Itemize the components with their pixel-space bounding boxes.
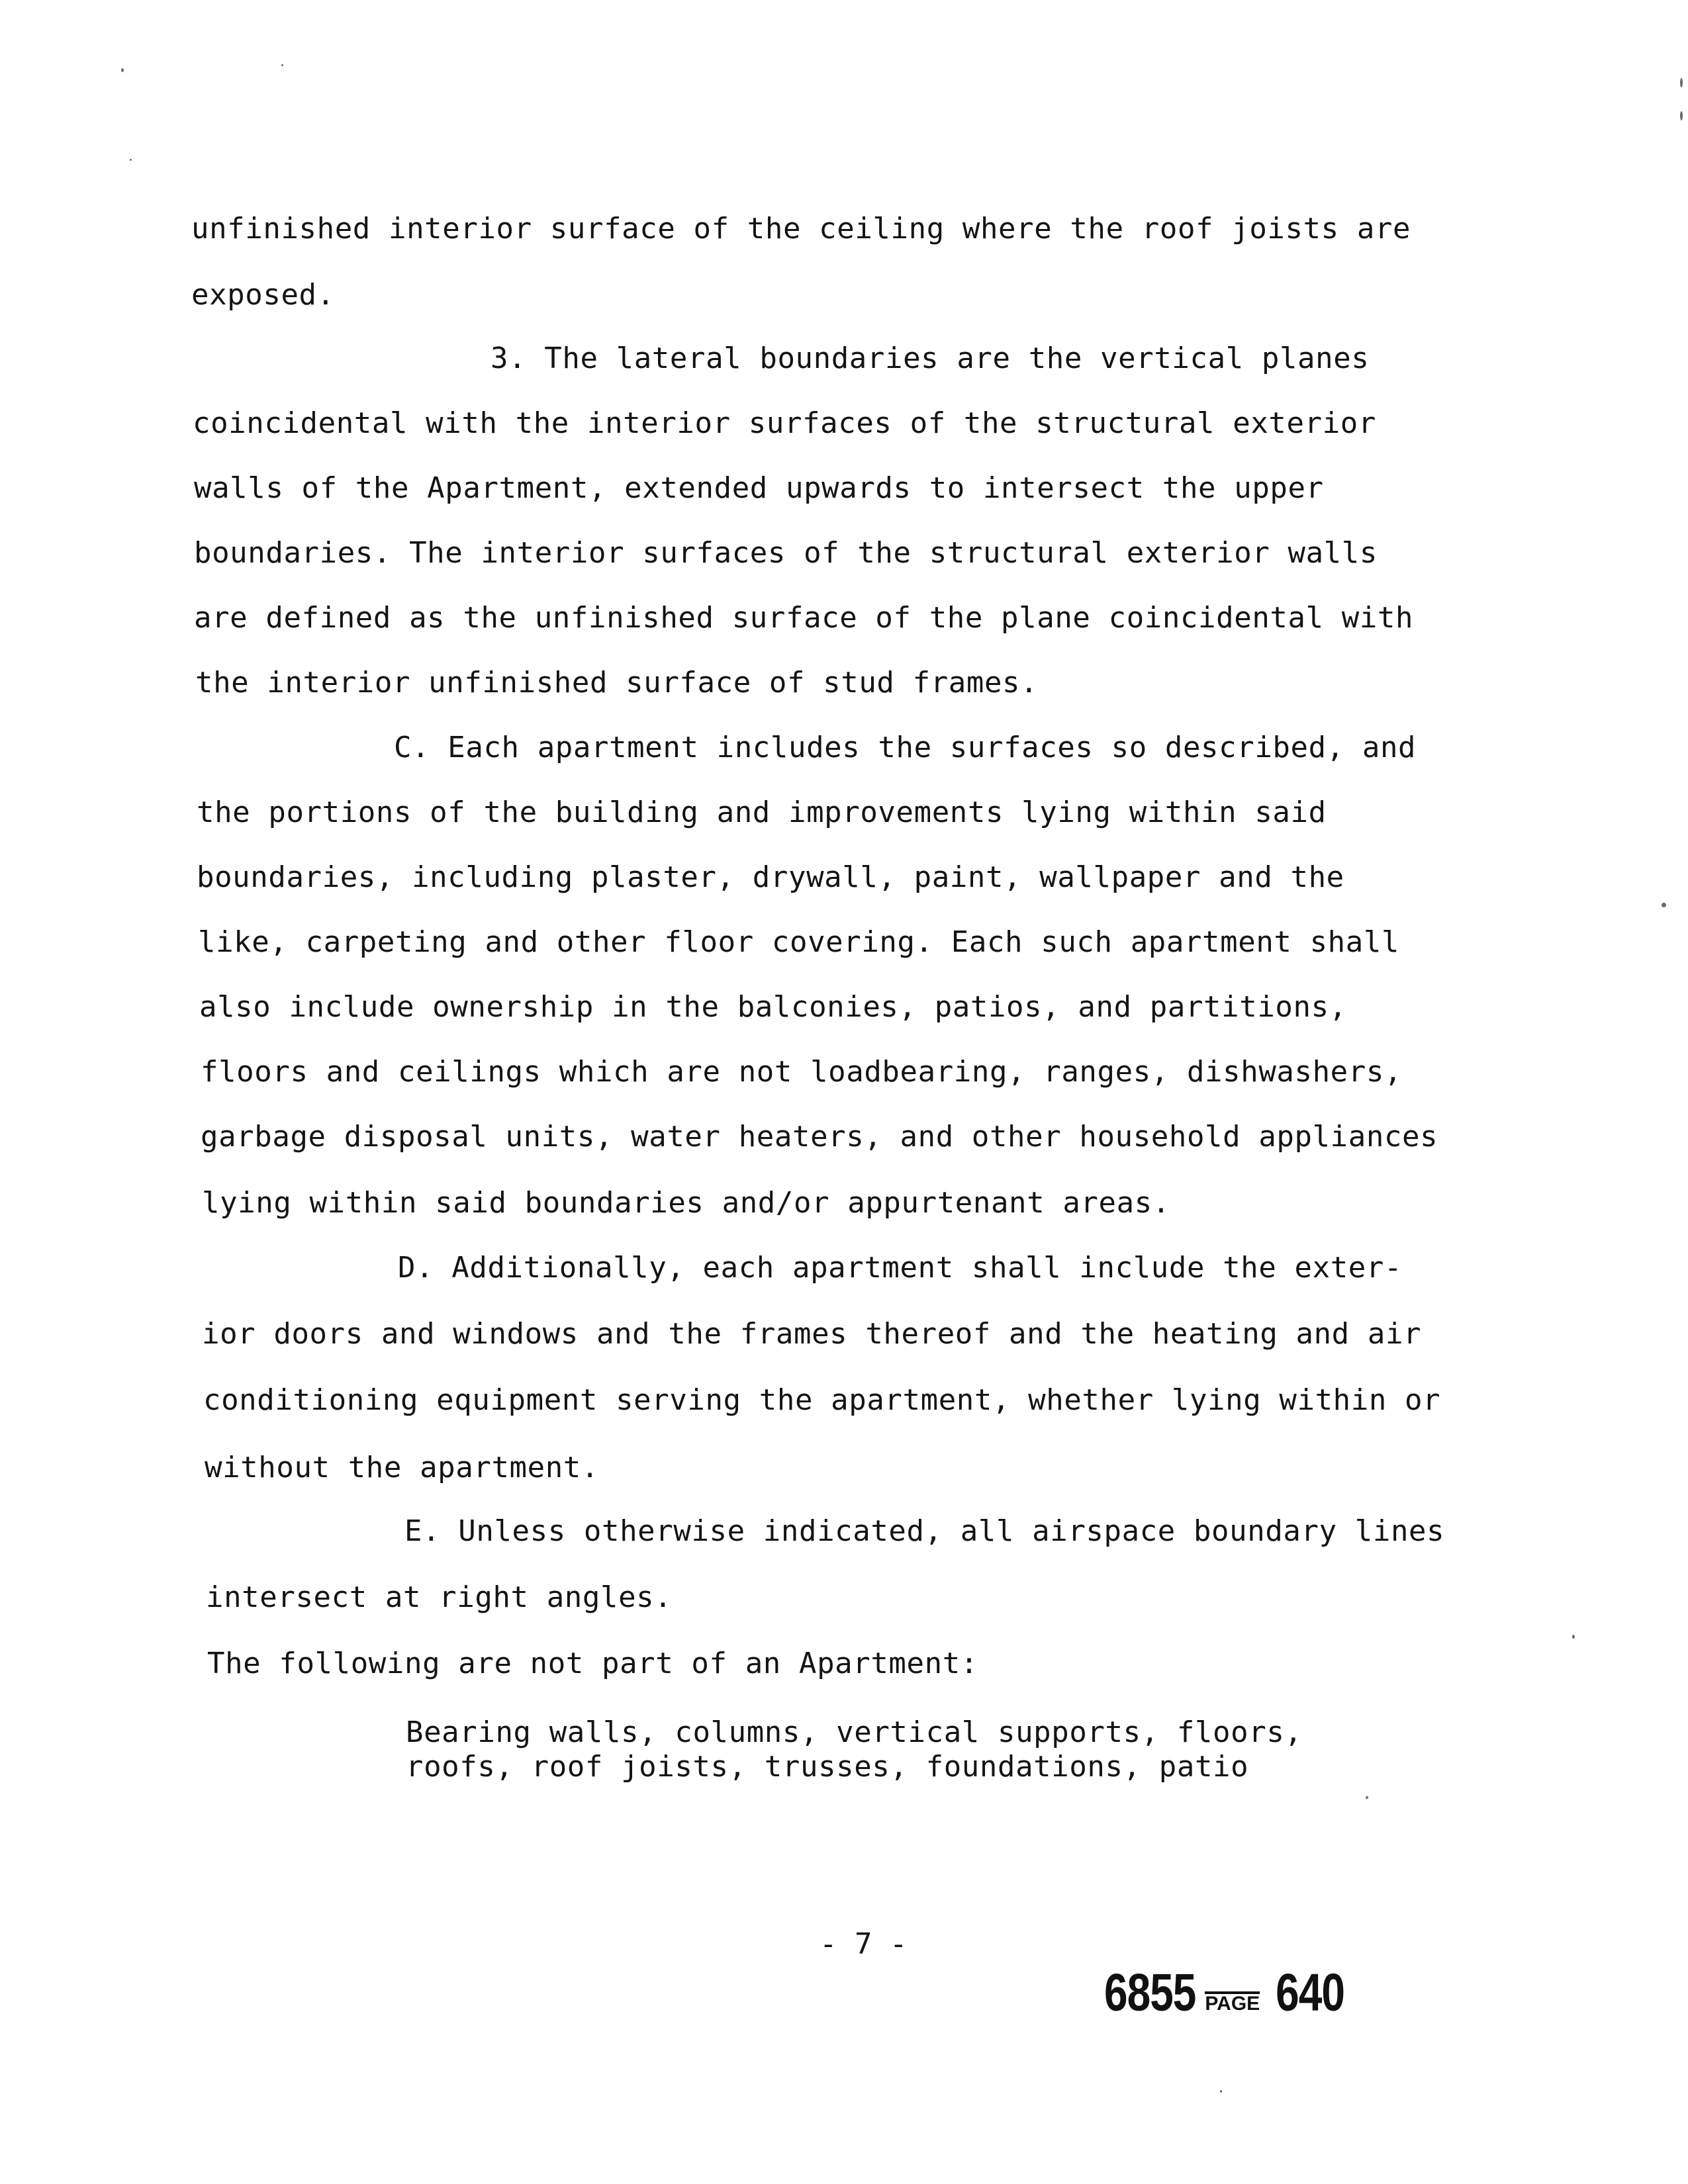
text-line: garbage disposal units, water heaters, and other household appliances: [201, 1120, 1438, 1154]
text-line: boundaries. The interior surfaces of the structural exterior walls: [194, 536, 1378, 570]
scan-speck: [130, 159, 132, 161]
scan-speck: [1366, 1796, 1368, 1799]
scan-speck: [281, 64, 283, 66]
text-line: the portions of the building and improvements lying within said: [197, 796, 1327, 829]
text-line: 3. The lateral boundaries are the vertical planes: [491, 341, 1370, 375]
text-line: intersect at right angles.: [206, 1580, 673, 1614]
text-line: lying within said boundaries and/or appurtenant areas.: [202, 1186, 1170, 1220]
scan-speck: [1680, 111, 1683, 120]
text-line: roofs, roof joists, trusses, foundations, patio: [406, 1750, 1249, 1784]
text-line: like, carpeting and other floor covering. Each such apartment shall: [198, 925, 1400, 959]
text-line: the interior unfinished surface of stud frames.: [195, 666, 1039, 700]
text-line: coincidental with the interior surfaces of the structural exterior: [193, 406, 1376, 440]
scan-speck: [1220, 2090, 1222, 2093]
text-line: E. Unless otherwise indicated, all airspace boundary lines: [404, 1514, 1445, 1548]
text-line: ior doors and windows and the frames thereof and the heating and air: [202, 1317, 1422, 1351]
text-line: D. Additionally, each apartment shall include the exter-: [398, 1251, 1403, 1285]
text-line: also include ownership in the balconies, patios, and partitions,: [199, 990, 1347, 1024]
text-line: The following are not part of an Apartment:: [207, 1647, 978, 1680]
text-line: without the apartment.: [205, 1451, 599, 1484]
text-line: boundaries, including plaster, drywall, paint, wallpaper and the: [197, 860, 1344, 894]
book-number: 6855: [1104, 1962, 1196, 2022]
scan-speck: [121, 68, 124, 72]
scan-speck: [1662, 903, 1666, 907]
page-number: - 7 -: [820, 1927, 908, 1961]
text-line: Bearing walls, columns, vertical supports, floors,: [406, 1715, 1303, 1749]
text-line: walls of the Apartment, extended upwards to intersect the upper: [194, 471, 1324, 505]
scan-speck: [1572, 1635, 1575, 1639]
text-line: C. Each apartment includes the surfaces so described, and: [394, 731, 1417, 764]
text-line: conditioning equipment serving the apartment, whether lying within or: [203, 1383, 1441, 1417]
text-line: are defined as the unfinished surface of the plane coincidental with: [194, 601, 1414, 635]
text-line: exposed.: [191, 278, 335, 312]
stamp-page-number: 640: [1276, 1962, 1344, 2022]
text-line: unfinished interior surface of the ceiling where the roof joists are: [191, 212, 1411, 246]
text-line: floors and ceilings which are not loadbearing, ranges, dishwashers,: [201, 1055, 1403, 1089]
page-word: PAGE: [1205, 1993, 1260, 2015]
scan-speck: [1680, 78, 1683, 87]
book-page-stamp: [1104, 1962, 1344, 2033]
